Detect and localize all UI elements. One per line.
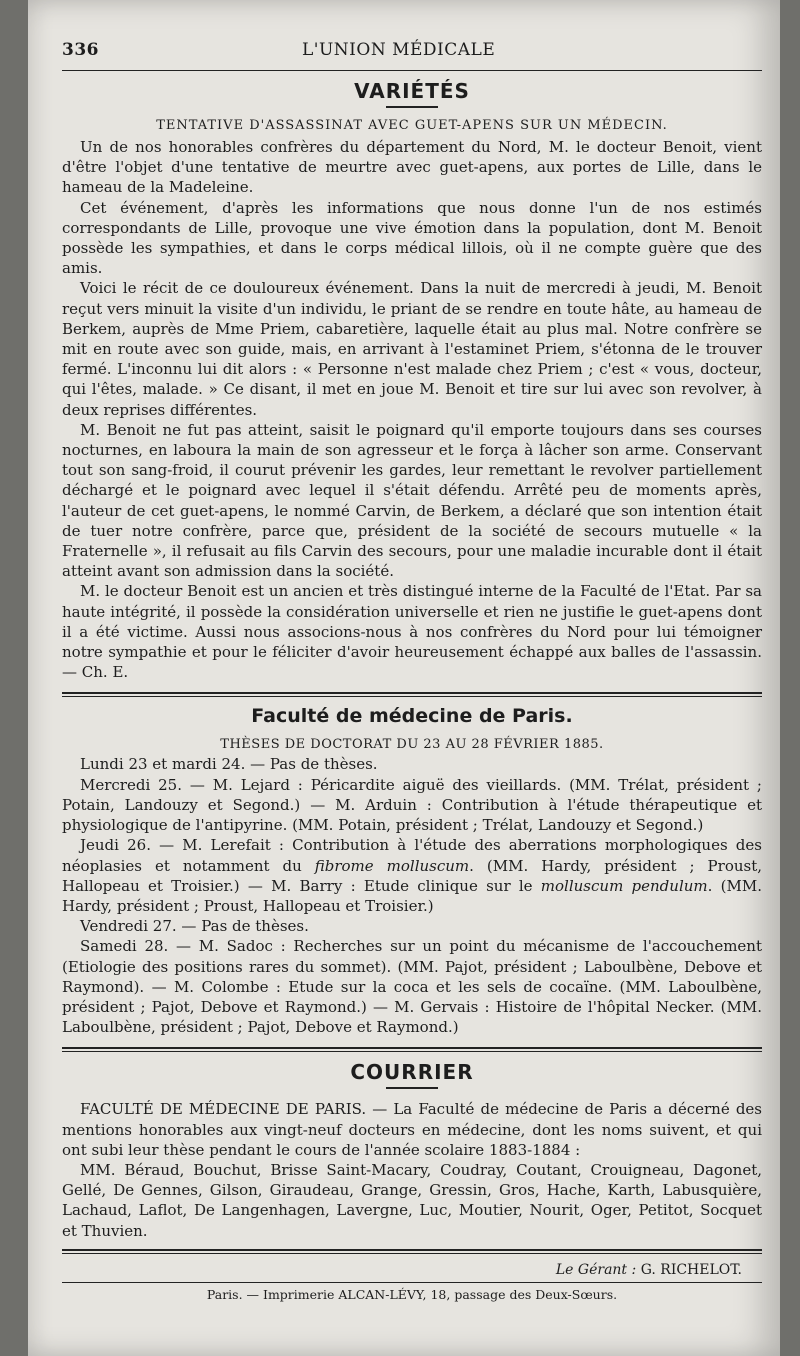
gerant-label: Le Gérant : — [555, 1261, 637, 1278]
article-paragraph: Voici le récit de ce douloureux événement. Dans la nuit de mercredi à jeudi, M. Benoit reçut vers minuit la visite d'un individu, le priant de se rendre en toute hâte, au hameau de Berkem, auprès de Mme Priem, cabaretière, laquelle était au plus mal. Notre confrère se mit en route avec son guide, mais, en arrivant à l'estaminet Priem, s'étonna de le trouver fermé. L'inconnu lui dit alors : « Personne n'est malade chez Priem ; c'est « vous, docteur, qui l'êtes, malade. » Ce disant, il met en joue M. Benoit et tire sur lui avec son revolver, à deux reprises différentes. — [62, 279, 762, 419]
courrier-paragraph — [62, 1099, 762, 1160]
theses-heading: THÈSES DE DOCTORAT DU 23 AU 28 FÉVRIER 1885. — [220, 737, 604, 753]
section-divider — [62, 692, 762, 697]
article-paragraph: Cet événement, d'après les informations que nous donne l'un de nos estimés correspondants de Lille, provoque une vive émotion dans la population, dont M. Benoit possède les sympathies, et dans le corps médical lillois, où il ne compte guère que des amis. — [62, 198, 762, 278]
imprint-rule — [62, 1282, 762, 1283]
article-paragraph: M. le docteur Benoit est un ancien et très distingué interne de la Faculté de l'Etat. Par sa haute intégrité, il possède la considération universelle et rien ne justifie le guet-apens dont il a été victime. Aussi nous associons-nous à nos confrères du Nord pour lui témoigner notre sympathie et pour le féliciter d'avoir heureusement échappé aux balles de l'assassin. — Ch. E. — [62, 582, 762, 682]
gerant-name: G. RICHELOT. — [640, 1261, 742, 1278]
theses-entry — [62, 835, 762, 916]
page-content — [62, 40, 762, 1302]
theses-entry: Mercredi 25. — M. Lejard : Péricardite aiguë des vieillards. (MM. Trélat, président ; Potain, Landouzy et Segond.) — M. Arduin : Contribution à l'étude thérapeutique et physiologique de l'antipyrine. (MM. Potain, président ; Trélat, Landouzy et Segond.) — [62, 775, 762, 835]
varietes-heading: VARIÉTÉS — [354, 79, 470, 103]
courrier-heading: COURRIER — [350, 1060, 474, 1085]
theses-entry: Lundi 23 et mardi 24. — Pas de thèses. — [80, 755, 378, 774]
heading-underline — [386, 1087, 438, 1089]
running-header — [62, 40, 762, 66]
heading-underline — [386, 106, 438, 108]
article-paragraph: Un de nos honorables confrères du département du Nord, M. le docteur Benoit, vient d'être l'objet d'une tentative de meurtre avec guet-apens, aux portes de Lille, dans le hameau de la Madeleine. — [62, 138, 762, 197]
page — [28, 0, 780, 1356]
article-paragraph: M. Benoit ne fut pas atteint, saisit le poignard qu'il emporte toujours dans ses courses nocturnes, en laboura la main de son agresseur et le força à lâcher son arme. Conservant tout son sang-froid, il courut prévenir les gardes, leur remettant le revolver partiellement déchargé et le poignard avec lequel il s'était défendu. Arrêté peu de moments après, l'auteur de cet guet-apens, le nommé Carvin, de Berkem, a déclaré que son intention était de tuer notre confrère, parce que, président de la société de secours mutuelle « la Fraternelle », il refusait au fils Carvin des secours, pour une maladie incurable dont il était atteint avant son admission dans la société. — [62, 420, 762, 581]
entry-text: . (MM. Hardy, président ; Proust, Hallopeau et Troisier.) — [62, 876, 762, 915]
courrier-paragraph: MM. Béraud, Bouchut, Brisse Saint-Macary, Coudray, Coutant, Crouigneau, Dagonet, Gellé, De Gennes, Gilson, Giraudeau, Grange, Gressin, Gros, Hache, Karth, Labusquière, Lachaud, Laflot, De Langenhagen, Lavergne, Luc, Moutier, Nourit, Oger, Petitot, Socquet et Thuvien. — [62, 1160, 762, 1240]
faculte-heading: Faculté de médecine de Paris. — [251, 705, 573, 728]
courrier-lead: FACULTÉ DE MÉDECINE DE PARIS. — [80, 1100, 367, 1119]
section-divider — [62, 1047, 762, 1052]
imprint: Paris. — Imprimerie ALCAN-LÉVY, 18, passage des Deux-Sœurs. — [206, 1286, 618, 1302]
footer-divider — [62, 1249, 762, 1254]
journal-title: L'UNION MÉDICALE — [302, 40, 496, 60]
header-rule — [62, 70, 762, 71]
entry-text: . (MM. Hardy, président ; Proust, Hallopeau et Troisier.) — M. Barry : Etude clinique sur le — [62, 856, 763, 895]
entry-italic: molluscum pendulum — [540, 876, 708, 895]
page-number: 336 — [62, 40, 99, 60]
entry-text: Jeudi 26. — M. Lerefait : Contribution à l'étude des aberrations morphologiques des néoplasies et notamment du — [62, 836, 762, 875]
gerant-line — [62, 1262, 742, 1278]
theses-entry: Vendredi 27. — Pas de thèses. — [80, 917, 309, 936]
entry-italic: fibrome molluscum — [314, 856, 470, 875]
article-subtitle: TENTATIVE D'ASSASSINAT AVEC GUET-APENS SUR UN MÉDECIN. — [156, 118, 668, 133]
courrier-text: — La Faculté de médecine de Paris a décerné des mentions honorables aux vingt-neuf docteurs en médecine, dont les noms suivent, et qui ont subi leur thèse pendant le cours de l'année scolaire 1883-1884 : — [62, 1100, 762, 1159]
theses-entry: Samedi 28. — M. Sadoc : Recherches sur un point du mécanisme de l'accouchement (Etiologie des positions rares du sommet). (MM. Pajot, président ; Laboulbène, Debove et Raymond). — M. Colombe : Etude sur la coca et les sels de cocaïne. (MM. Laboulbène, président ; Pajot, Debove et Raymond.) — M. Gervais : Histoire de l'hôpital Necker. (MM. Laboulbène, président ; Pajot, Debove et Raymond.) — [62, 937, 762, 1037]
